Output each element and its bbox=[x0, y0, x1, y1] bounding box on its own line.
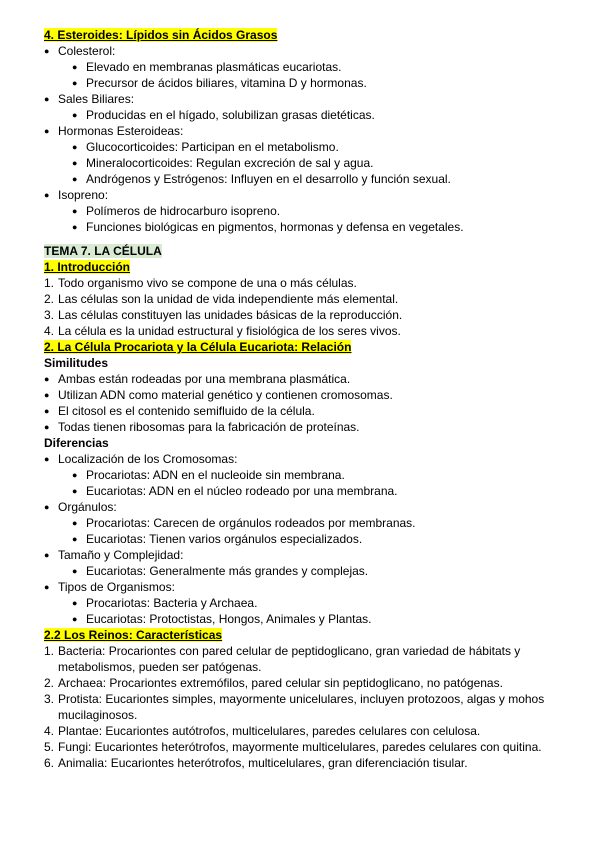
list-item: ● Polímeros de hidrocarburo isopreno. bbox=[72, 204, 281, 218]
list-item-continuation: metabolismos, pueden ser patógenas. bbox=[58, 660, 262, 674]
chapter-title: TEMA 7. LA CÉLULA bbox=[44, 244, 162, 258]
list-item: 4. Plantae: Eucariontes autótrofos, multicelulares, paredes celulares con celulosa. bbox=[44, 724, 481, 738]
list-item: ● Glucocorticoides: Participan en el metabolismo. bbox=[72, 140, 339, 154]
list-item: ● Utilizan ADN como material genético y contienen cromosomas. bbox=[44, 388, 393, 402]
list-item: ● Sales Biliares: bbox=[44, 92, 135, 106]
list-item: ● Procariotas: ADN en el nucleoide sin membrana. bbox=[72, 468, 345, 482]
list-item: ● El citosol es el contenido semifluido de la célula. bbox=[44, 404, 315, 418]
list-item: ● Mineralocorticoides: Regulan excreción de sal y agua. bbox=[72, 156, 374, 170]
list-item: ● Isopreno: bbox=[44, 188, 109, 202]
list-item: ● Eucariotas: Tienen varios orgánulos especializados. bbox=[72, 532, 363, 546]
list-item: ● Procariotas: Bacteria y Archaea. bbox=[72, 596, 258, 610]
subheading-similitudes: Similitudes bbox=[44, 356, 109, 370]
list-item: 3. Protista: Eucariontes simples, mayormente unicelulares, incluyen protozoos, algas y mohos bbox=[44, 692, 545, 706]
list-item: ● Eucariotas: ADN en el núcleo rodeado por una membrana. bbox=[72, 484, 398, 498]
section-heading-procariota-eucariota: 2. La Célula Procariota y la Célula Eucariota: Relación bbox=[44, 340, 352, 354]
list-item: ● Hormonas Esteroideas: bbox=[44, 124, 184, 138]
list-item: ● Localización de los Cromosomas: bbox=[44, 452, 238, 466]
list-item: 5. Fungi: Eucariontes heterótrofos, mayormente multicelulares, paredes celulares con quitina. bbox=[44, 740, 542, 754]
list-item: ● Procariotas: Carecen de orgánulos rodeados por membranas. bbox=[72, 516, 416, 530]
list-item: 1. Todo organismo vivo se compone de una o más células. bbox=[44, 276, 357, 290]
list-item: ● Tipos de Organismos: bbox=[44, 580, 175, 594]
list-item: ● Todas tienen ribosomas para la fabricación de proteínas. bbox=[44, 420, 360, 434]
list-item: ● Colesterol: bbox=[44, 44, 116, 58]
list-item: ● Funciones biológicas en pigmentos, hormonas y defensa en vegetales. bbox=[72, 220, 464, 234]
list-item: 2. Las células son la unidad de vida independiente más elemental. bbox=[44, 292, 399, 306]
list-item: ● Producidas en el hígado, solubilizan grasas dietéticas. bbox=[72, 108, 375, 122]
section-heading-introduccion: 1. Introducción bbox=[44, 260, 131, 274]
list-item: ● Tamaño y Complejidad: bbox=[44, 548, 184, 562]
list-item: ● Precursor de ácidos biliares, vitamina D y hormonas. bbox=[72, 76, 367, 90]
list-item: ● Eucariotas: Generalmente más grandes y complejas. bbox=[72, 564, 369, 578]
section-heading-reinos: 2.2 Los Reinos: Características bbox=[44, 628, 223, 642]
list-item: ● Ambas están rodeadas por una membrana plasmática. bbox=[44, 372, 351, 386]
list-item: ● Orgánulos: bbox=[44, 500, 117, 514]
list-item: ● Elevado en membranas plasmáticas eucariotas. bbox=[72, 60, 342, 74]
subheading-diferencias: Diferencias bbox=[44, 436, 109, 450]
list-item: 1. Bacteria: Procariontes con pared celular de peptidoglicano, gran variedad de hábitats y bbox=[44, 644, 521, 658]
list-item: 4. La célula es la unidad estructural y fisiológica de los seres vivos. bbox=[44, 324, 401, 338]
list-item: ● Eucariotas: Protoctistas, Hongos, Animales y Plantas. bbox=[72, 612, 372, 626]
section-heading-esteroides: 4. Esteroides: Lípidos sin Ácidos Grasos bbox=[44, 28, 278, 42]
list-item: 2. Archaea: Procariontes extremófilos, pared celular sin peptidoglicano, no patógenas. bbox=[44, 676, 503, 690]
list-item: ● Andrógenos y Estrógenos: Influyen en el desarrollo y función sexual. bbox=[72, 172, 451, 186]
list-item: 6. Animalia: Eucariontes heterótrofos, multicelulares, gran diferenciación tisular. bbox=[44, 756, 468, 770]
list-item: 3. Las células constituyen las unidades básicas de la reproducción. bbox=[44, 308, 403, 322]
list-item-continuation: mucilaginosos. bbox=[58, 708, 138, 722]
